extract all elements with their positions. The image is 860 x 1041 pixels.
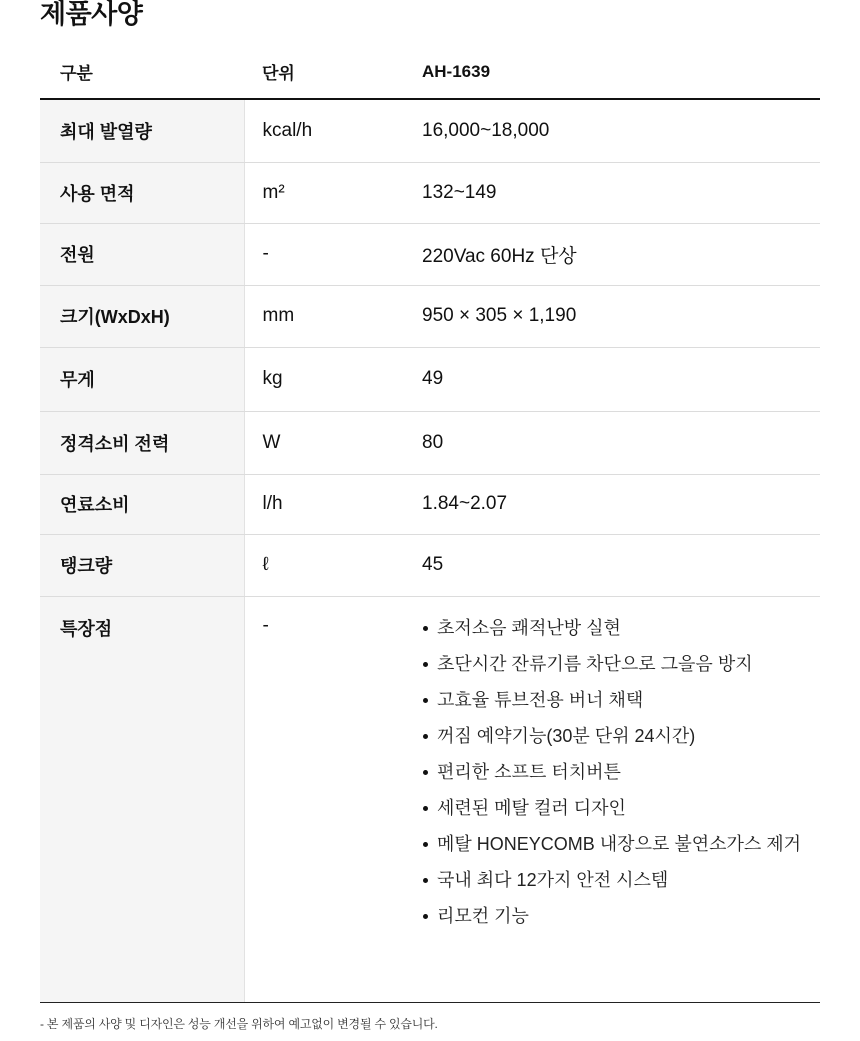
spec-value: 132~149 — [410, 162, 820, 223]
list-item: 고효율 튜브전용 버너 채택 — [422, 687, 820, 723]
spec-unit: - — [244, 223, 410, 285]
spec-row-weight — [40, 347, 820, 411]
spec-value: 45 — [410, 534, 820, 596]
spec-label: 특장점 — [40, 596, 244, 1002]
list-item: 편리한 소프트 터치버튼 — [422, 759, 820, 795]
spec-row-fuel — [40, 474, 820, 534]
spec-unit: kg — [244, 347, 410, 411]
header-unit: 단위 — [244, 45, 410, 99]
list-item: 세련된 메탈 컬러 디자인 — [422, 795, 820, 831]
spec-row-max-heat — [40, 99, 820, 162]
list-item: 리모컨 기능 — [422, 903, 820, 939]
spec-unit: ℓ — [244, 534, 410, 596]
footnote: - 본 제품의 사양 및 디자인은 성능 개선을 위하여 예고없이 변경될 수 있습니다. — [40, 1017, 438, 1031]
feature-cell — [410, 596, 820, 1002]
spec-label: 전원 — [40, 223, 244, 285]
header-model: AH-1639 — [410, 45, 820, 99]
spec-label: 정격소비 전력 — [40, 411, 244, 474]
spec-row-power — [40, 223, 820, 285]
spec-unit: l/h — [244, 474, 410, 534]
spec-value: 220Vac 60Hz 단상 — [410, 223, 820, 285]
page-title: 제품사양 — [40, 0, 143, 29]
list-item: 꺼짐 예약기능(30분 단위 24시간) — [422, 723, 820, 759]
spec-unit: W — [244, 411, 410, 474]
spec-label: 연료소비 — [40, 474, 244, 534]
list-item: 초저소음 쾌적난방 실현 — [422, 615, 820, 651]
spec-value: 49 — [410, 347, 820, 411]
spec-row-area — [40, 162, 820, 223]
spec-unit: kcal/h — [244, 99, 410, 162]
spec-row-rated-power — [40, 411, 820, 474]
spec-unit: - — [244, 596, 410, 1002]
spec-value: 16,000~18,000 — [410, 99, 820, 162]
list-item: 초단시간 잔류기름 차단으로 그을음 방지 — [422, 651, 820, 687]
spec-row-features — [40, 596, 820, 1002]
spec-row-size — [40, 285, 820, 347]
spec-row-tank — [40, 534, 820, 596]
spec-table — [40, 45, 820, 1003]
spec-label: 탱크량 — [40, 534, 244, 596]
spec-value: 950 × 305 × 1,190 — [410, 285, 820, 347]
spec-label: 크기(WxDxH) — [40, 285, 244, 347]
spec-unit: m² — [244, 162, 410, 223]
spec-value: 80 — [410, 411, 820, 474]
spec-label: 사용 면적 — [40, 162, 244, 223]
feature-list — [422, 615, 820, 939]
list-item: 메탈 HONEYCOMB 내장으로 불연소가스 제거 — [422, 831, 820, 867]
table-header-row — [40, 45, 820, 99]
header-category: 구분 — [40, 45, 244, 99]
list-item: 국내 최다 12가지 안전 시스템 — [422, 867, 820, 903]
spec-value: 1.84~2.07 — [410, 474, 820, 534]
spec-label: 무게 — [40, 347, 244, 411]
spec-unit: mm — [244, 285, 410, 347]
spec-label: 최대 발열량 — [40, 99, 244, 162]
